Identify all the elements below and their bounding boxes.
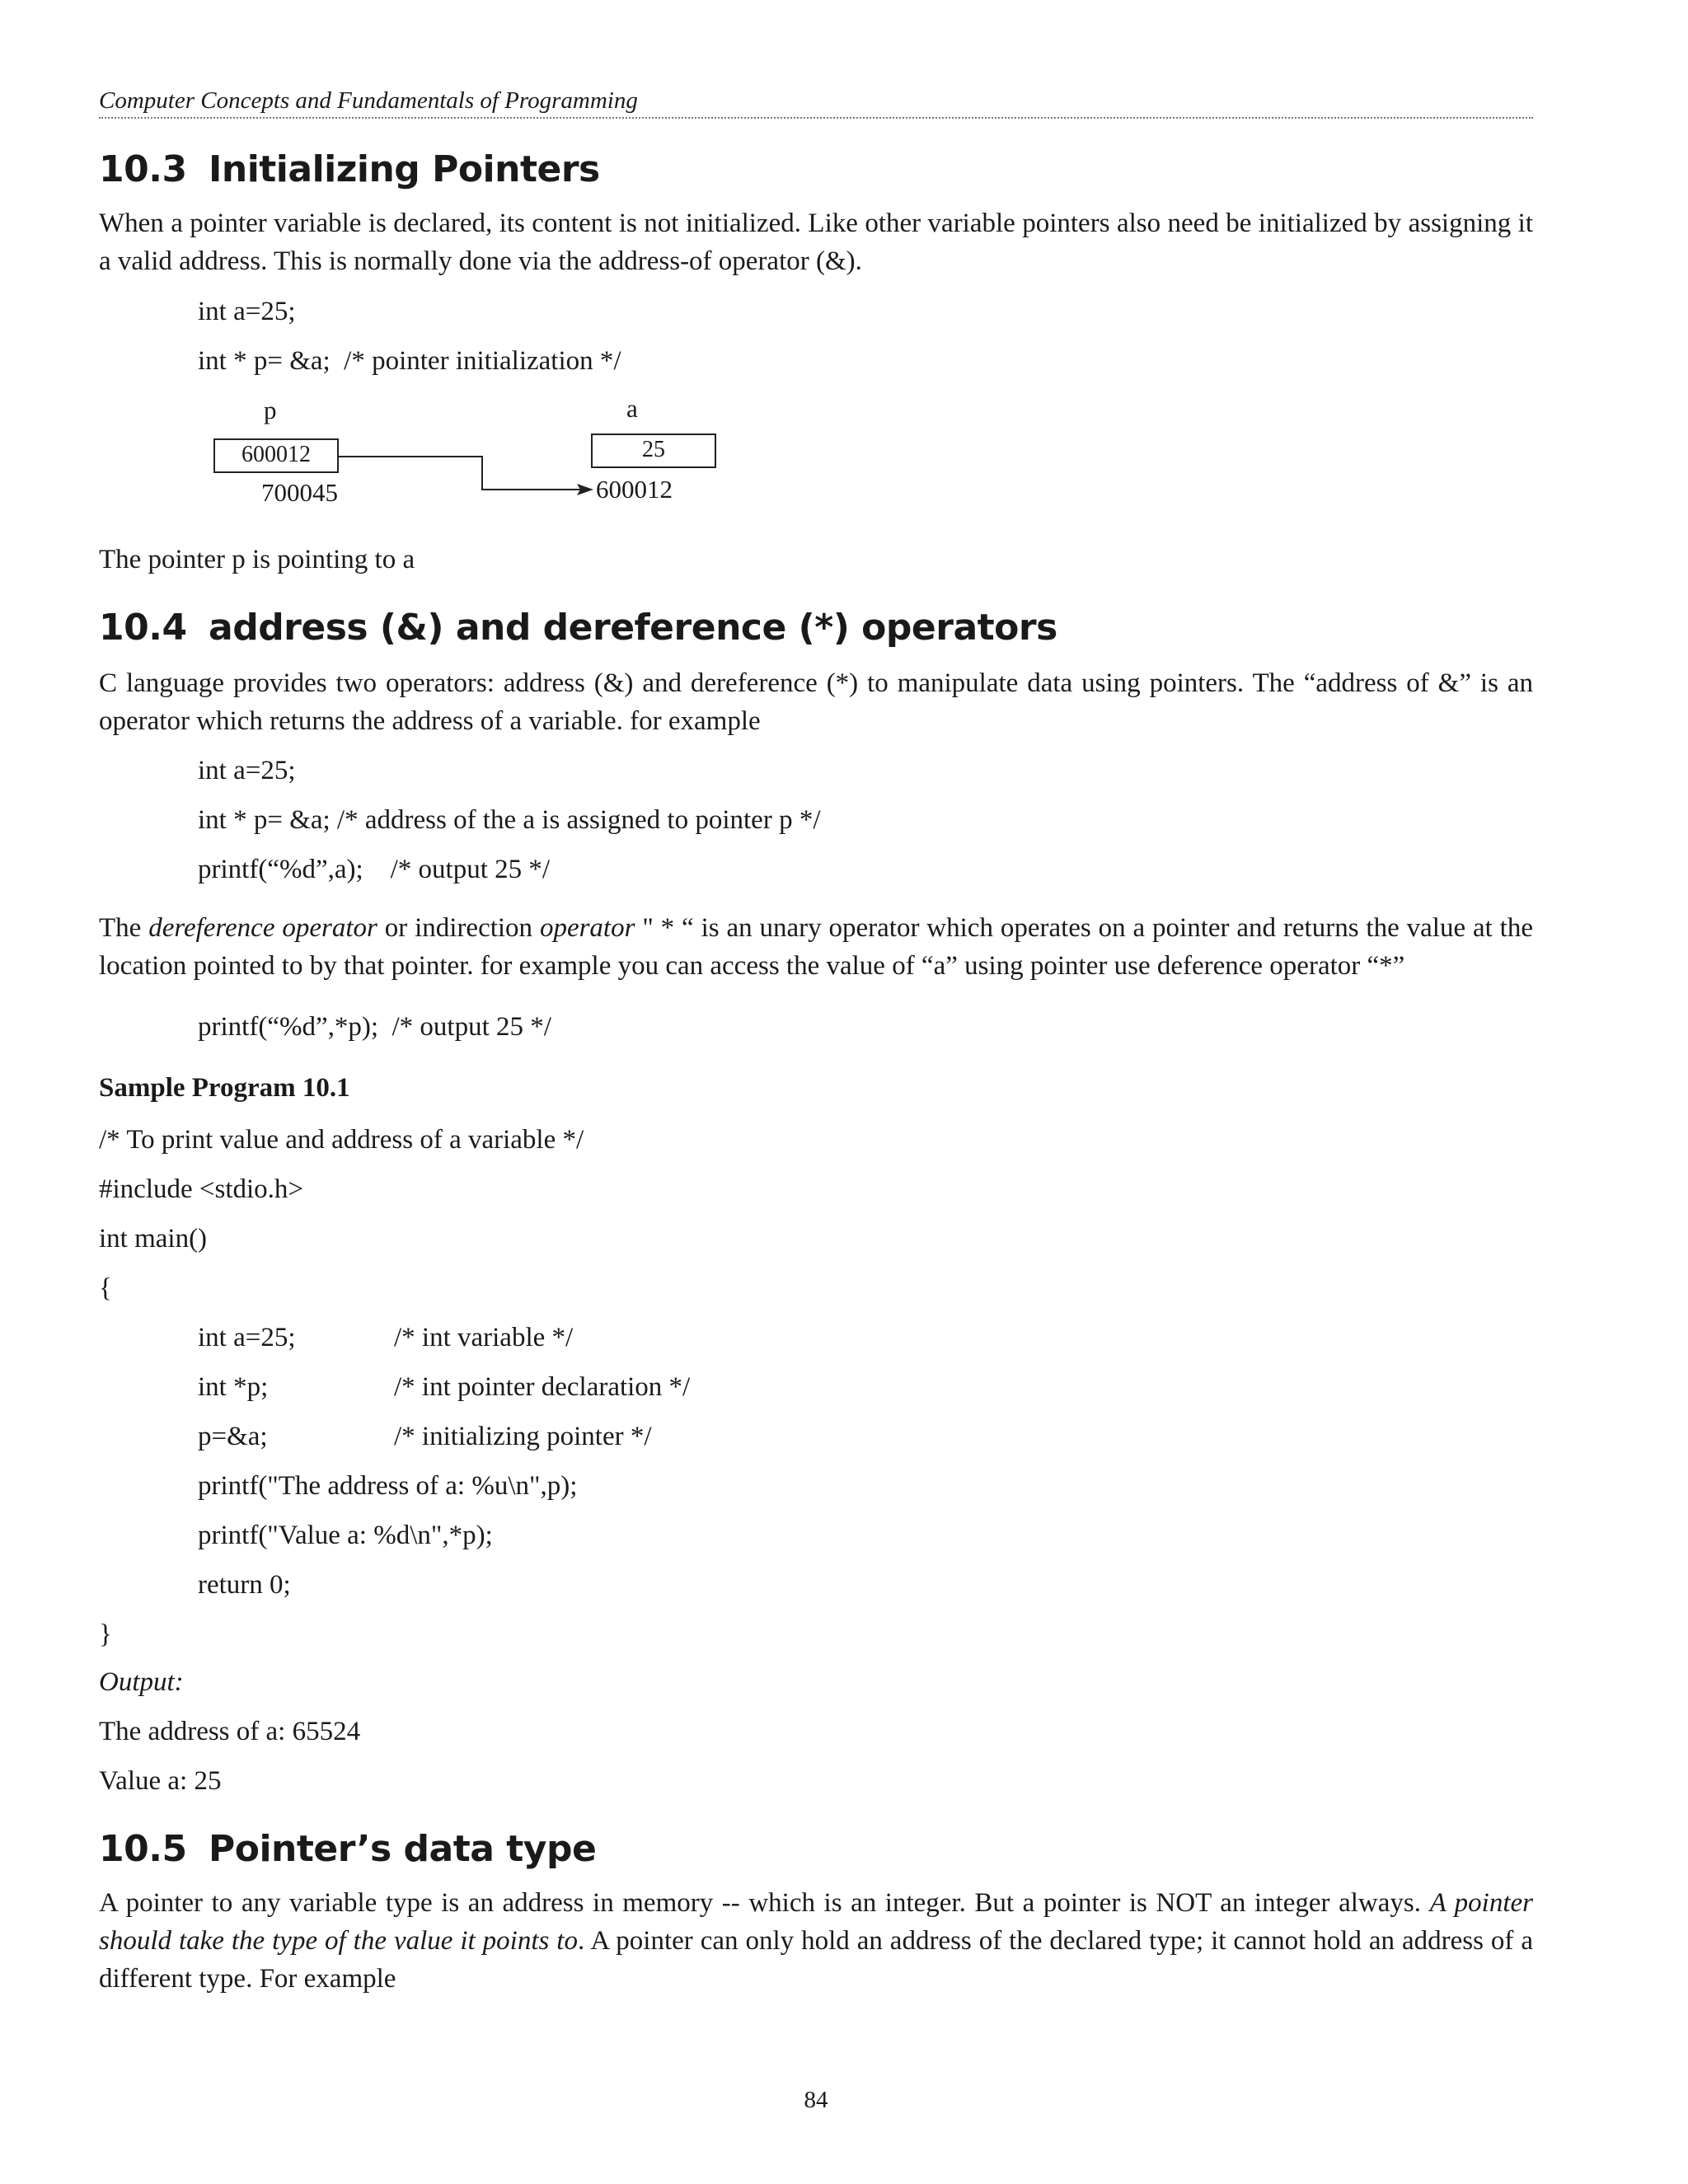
code-line: printf(“%d”,a); /* output 25 */ — [198, 855, 551, 884]
code-line: { — [99, 1273, 112, 1303]
output-line: The address of a: 65524 — [99, 1717, 361, 1746]
code-line: p=&a; — [198, 1422, 268, 1451]
running-header: Computer Concepts and Fundamentals of Programming — [99, 86, 1533, 119]
emphasis-term: dereference operator — [148, 913, 377, 943]
code-line: int main() — [99, 1224, 208, 1254]
section-number: 10.5 — [99, 1828, 187, 1870]
text-run: " * “ is an unary operator which operates on a pointer and returns the value at the location pointed to by that pointer. for example you can access the value of “a” using pointer use deference operator “*” — [99, 913, 1533, 981]
emphasis-sentence: A pointer should take the type of the value it points to — [99, 1888, 1534, 1956]
pointer-diagram — [99, 387, 841, 519]
section-number: 10.4 — [99, 607, 187, 649]
paragraph-pointer-data-type — [99, 1884, 1533, 1998]
output-label: Output: — [99, 1667, 184, 1697]
text-run: or indirection — [377, 913, 540, 943]
paragraph-dereference — [99, 909, 1533, 985]
section-title: address (&) and dereference (*) operators — [209, 607, 1057, 649]
code-line: #include <stdio.h> — [99, 1174, 304, 1204]
code-line: int * p= &a; /* address of the a is assigned to pointer p */ — [198, 805, 821, 835]
section-heading-10-3 — [99, 148, 600, 191]
section-title: Pointer’s data type — [209, 1828, 597, 1870]
variable-a-box: 25 — [591, 434, 716, 468]
code-line: return 0; — [198, 1570, 291, 1600]
pointer-p-address: 700045 — [261, 478, 338, 507]
code-comment: /* int variable */ — [394, 1323, 574, 1352]
text-run: The — [99, 913, 149, 943]
document-page — [99, 0, 1533, 2184]
paragraph-pointer-conclusion: The pointer p is pointing to a — [99, 545, 415, 574]
code-comment: /* initializing pointer */ — [394, 1422, 652, 1451]
paragraph-initializing-intro: When a pointer variable is declared, its content is not initialized. Like other variable pointers also need be initialized by assigning it a valid address. This is normally done via the address-of operator (&). — [99, 209, 1533, 276]
code-comment: /* int pointer declaration */ — [394, 1372, 691, 1402]
variable-a-address: 600012 — [596, 475, 673, 504]
variable-label-a: a — [626, 394, 638, 423]
pointer-p-box: 600012 — [213, 438, 339, 473]
sample-program-title: Sample Program 10.1 — [99, 1073, 350, 1103]
section-title: Initializing Pointers — [209, 148, 600, 190]
output-line: Value a: 25 — [99, 1766, 222, 1796]
page-number: 84 — [804, 2087, 828, 2113]
pointer-label-p: p — [264, 396, 277, 424]
emphasis-term: operator — [539, 913, 635, 943]
code-line: int * p= &a; /* pointer initialization */ — [198, 346, 621, 376]
paragraph-operators-intro: C language provides two operators: address (&) and dereference (*) to manipulate data using pointers. The “address of &” is an operator which returns the address of a variable. for example — [99, 668, 1533, 736]
code-line: int *p; — [198, 1372, 269, 1402]
text-run: . A pointer can only hold an address of the declared type; it cannot hold an address of a different type. For example — [99, 1926, 1533, 1994]
code-line: /* To print value and address of a variable */ — [99, 1125, 584, 1155]
code-line: } — [99, 1619, 112, 1649]
code-line: printf("Value a: %d\n",*p); — [198, 1521, 493, 1550]
text-run: A pointer to any variable type is an address in memory -- which is an integer. But a pointer is NOT an integer always. — [99, 1888, 1430, 1918]
code-line: printf(“%d”,*p); /* output 25 */ — [198, 1012, 551, 1042]
pointer-arrow — [99, 387, 841, 519]
section-heading-10-5 — [99, 1828, 596, 1871]
code-line: printf("The address of a: %u\n",p); — [198, 1471, 578, 1501]
code-line: int a=25; — [198, 1323, 296, 1352]
code-line: int a=25; — [198, 297, 296, 326]
code-line: int a=25; — [198, 756, 296, 785]
section-heading-10-4 — [99, 607, 1057, 649]
section-number: 10.3 — [99, 148, 187, 190]
